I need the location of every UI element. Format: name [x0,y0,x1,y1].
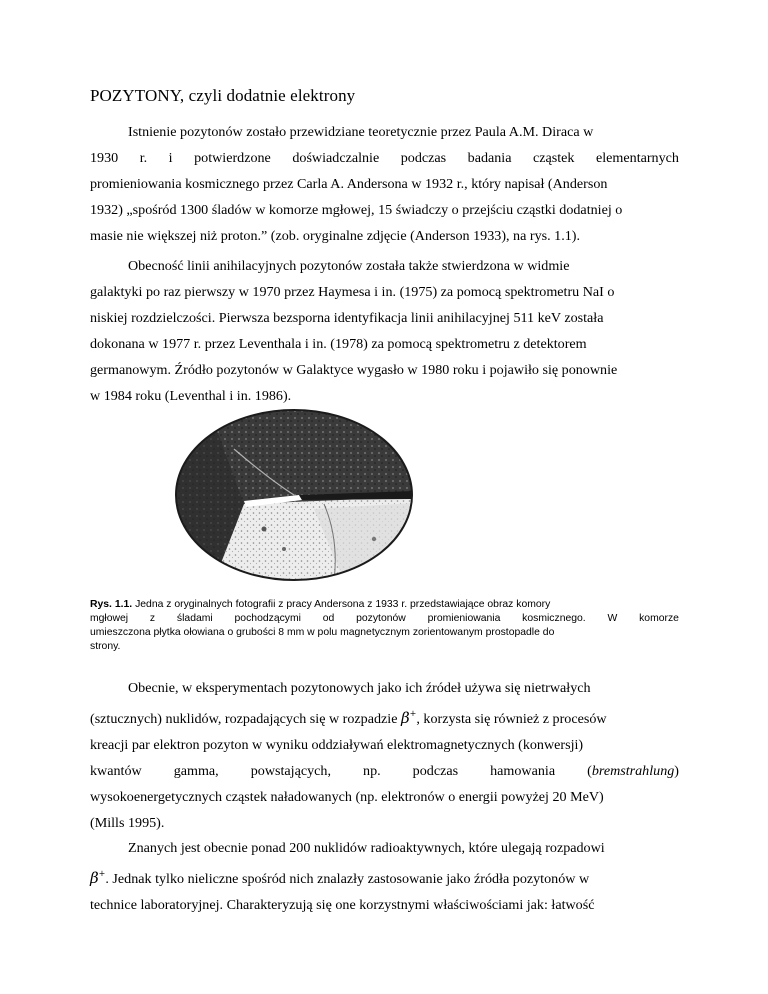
para3-line4-word: hamowania [490,763,556,779]
para3-line1: Obecnie, w eksperymentach pozytonowych jako ich źródeł używa się nietrwałych [128,680,591,696]
para3-line4-word: podczas [412,763,459,779]
para1-line5: masie nie większej niż proton.” (zob. oryginalne zdjęcie (Anderson 1933), na rys. 1.1). [90,228,580,244]
para3-line5: wysokoenergetycznych cząstek naładowanych (np. elektronów o energii powyżej 20 MeV) [90,789,604,805]
caption-line3: umieszczona płytka ołowiana o grubości 8 mm w polu magnetycznym zorientowanym prostopadle do [90,627,555,638]
caption-line1 [90,598,679,612]
cloud-chamber-photo-image [174,409,414,581]
paragraph-1 [90,119,679,249]
caption-line4: strony. [90,641,121,652]
paren-open: ( [587,763,592,779]
beta-sup: + [409,709,417,718]
caption-line1-text: Jedna z oryginalnych fotografii z pracy Andersona z 1933 r. przedstawiające obraz komory [135,599,551,610]
para3-line4-word: gamma, [173,763,219,779]
figure-caption [90,598,679,654]
para4-line1: Znanych jest obecnie ponad 200 nuklidów radioaktywnych, które ulegają rozpadowi [128,840,605,856]
caption-line2-word: pochodzącymi [234,613,301,624]
para3-line4-word: powstających, [250,763,331,779]
para2-line3: niskiej rozdzielczości. Pierwsza bezsporna identyfikacja linii anihilacyjnej 511 keV została [90,310,604,326]
para1-line3 [90,171,679,197]
beta-symbol: β [400,709,410,727]
caption-line2 [90,612,679,626]
beta-plus-symbol [401,709,416,727]
para4-line2-text: . Jednak tylko nieliczne spośród nich znalazły zastosowanie jako źródła pozytonów w [105,871,590,887]
para2-line1: Obecność linii anihilacyjnych pozytonów została także stwierdzona w widmie [128,258,570,274]
para1-line2-word: badania [467,150,512,166]
caption-line2-word: mgłowej [90,613,129,624]
para4-line3: technice laboratoryjnej. Charakteryzują się one korzystnymi właściwościami jak: łatwość [90,897,595,913]
para3-line4 [90,758,679,784]
paragraph-4 [90,835,679,918]
para4-line2 [90,861,679,892]
para1-line2-word: i [168,150,173,166]
para3-line4-term [587,758,679,784]
para1-line2 [90,145,679,171]
para1-line2-word: podczas [400,150,447,166]
para1-line2-word: 1930 [90,150,119,166]
caption-line2-word: W [607,613,618,624]
paren-close: ) [674,763,679,779]
para3-line6: (Mills 1995). [90,815,165,831]
caption-line2-word: kosmicznego. [522,613,586,624]
para2-line2: galaktyki po raz pierwszy w 1970 przez Haymesa i in. (1975) za pomocą spektrometru NaI o [90,284,615,300]
para2-line4: dokonana w 1977 r. przez Leventhala i in. (1978) za pomocą spektrometru z detektorem [90,336,587,352]
para2-line6: w 1984 roku (Leventhal i in. 1986). [90,388,292,404]
caption-line2-word: z [149,613,156,624]
para3-line4-word: np. [363,763,381,779]
beta-plus-symbol-2 [90,869,105,887]
para1-line2-word: potwierdzone [194,150,271,166]
paragraph-3 [90,675,679,836]
paragraph-2 [90,253,679,409]
caption-label: Rys. 1.1. [90,599,133,610]
caption-line2-word: promieniowania [427,613,501,624]
caption-line2-word: komorze [639,613,679,624]
beta-symbol-2: β [90,869,99,887]
para1-line1: Istnienie pozytonów zostało przewidziane teoretycznie przez Paula A.M. Diraca w [128,124,594,140]
para3-line2-start: (sztucznych) nuklidów, rozpadających się w rozpadzie [90,711,398,727]
bremstrahlung-term: bremstrahlung [591,763,675,779]
para3-line4-word: kwantów [90,763,142,779]
para1-line4: 1932) „spośród 1300 śladów w komorze mgłowej, 15 świadczy o przejściu cząstki dodatniej o [90,202,623,218]
para2-line5: germanowym. Źródło pozytonów w Galaktyce wygasło w 1980 roku i pojawiło się ponownie [90,362,618,378]
cloud-chamber-photo [174,409,414,581]
para1-line3-text: promieniowania kosmicznego przez Carla A. Andersona w 1932 r., który napisał (Anderson [90,176,608,192]
para3-line2 [90,701,679,732]
para1-line2-word: elementarnych [596,150,679,166]
caption-line2-word: śladami [176,613,213,624]
para3-line3: kreacji par elektron pozyton w wyniku oddziaływań elektromagnetycznych (konwersji) [90,737,584,753]
caption-line2-word: od [322,613,335,624]
beta-sup-2: + [98,869,106,878]
para1-line2-word: cząstek [533,150,575,166]
para1-line2-word: doświadczalnie [292,150,380,166]
page-title: POZYTONY, czyli dodatnie elektrony [90,86,356,105]
para1-line2-word: r. [139,150,148,166]
caption-line2-word: pozytonów [356,613,406,624]
para3-line2-end: , korzysta się również z procesów [416,711,607,727]
